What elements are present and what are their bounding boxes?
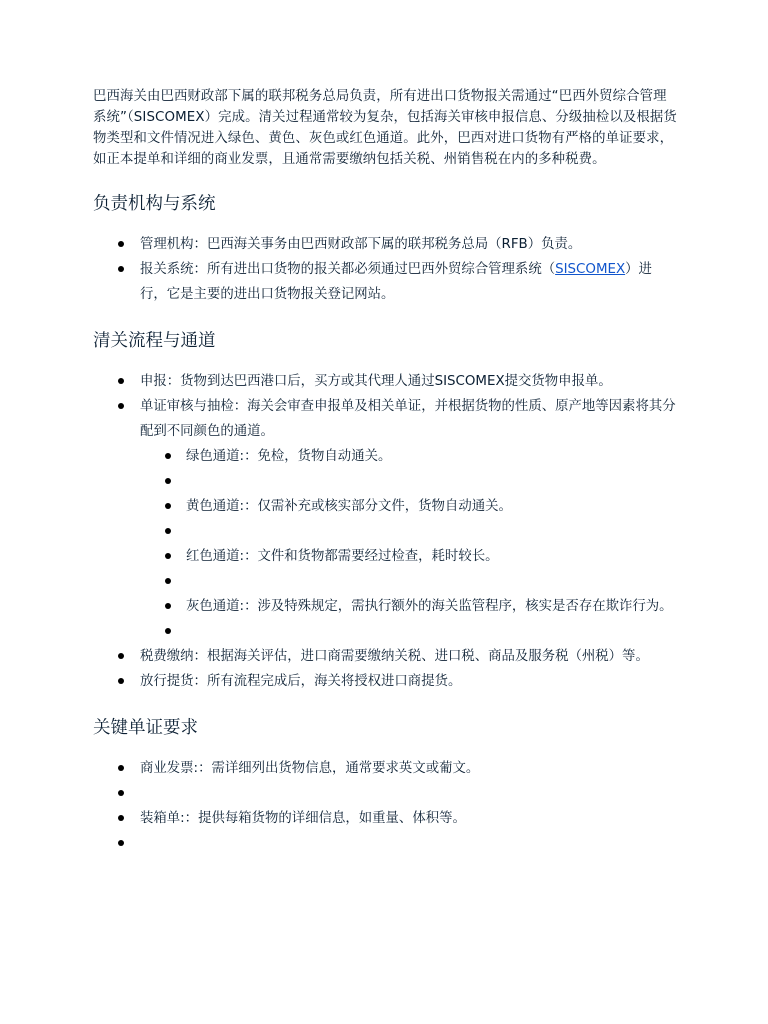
list-item-empty xyxy=(93,831,678,856)
list-item-grey-channel xyxy=(93,594,678,619)
section-agency xyxy=(93,192,678,307)
list-item-text: 税费缴纳：根据海关评估，进口商需要缴纳关税、进口税、商品及服务税（州税）等。 xyxy=(140,649,649,664)
bullet-icon xyxy=(165,578,171,584)
siscomex-link[interactable]: SISCOMEX xyxy=(555,262,626,277)
list-item-text: 放行提货：所有流程完成后，海关将授权进口商提货。 xyxy=(140,674,462,689)
bullet-icon xyxy=(118,266,124,272)
list-item-empty xyxy=(93,569,678,594)
bullet-icon xyxy=(165,628,171,634)
list-item-yellow-channel xyxy=(93,494,678,519)
list-item-text-after-link: ）进行，它是主要的进出口货物报关登记网站。 xyxy=(140,262,652,302)
list-item-text: 绿色通道:：免检，货物自动通关。 xyxy=(186,449,392,464)
list-item-agency xyxy=(93,232,678,257)
agency-list xyxy=(93,232,678,307)
list-item-text-before-link: 报关系统：所有进出口货物的报关都必须通过巴西外贸综合管理系统（ xyxy=(140,262,556,277)
list-item-tax xyxy=(93,644,678,669)
bullet-icon xyxy=(165,478,171,484)
bullet-icon xyxy=(118,653,124,659)
list-item-text: 申报：货物到达巴西港口后，买方或其代理人通过SISCOMEX提交货物申报单。 xyxy=(140,374,612,389)
bullet-icon xyxy=(118,241,124,247)
list-item-text: 单证审核与抽检：海关会审查申报单及相关单证，并根据货物的性质、原产地等因素将其分配到不同颜色的通道。 xyxy=(140,399,676,439)
list-item-invoice xyxy=(93,756,678,781)
bullet-icon xyxy=(118,815,124,821)
list-item-empty xyxy=(93,469,678,494)
list-item-empty xyxy=(93,619,678,644)
bullet-icon xyxy=(165,603,171,609)
list-item-text: 灰色通道:：涉及特殊规定，需执行额外的海关监管程序，核实是否存在欺诈行为。 xyxy=(186,599,673,614)
list-item-empty xyxy=(93,781,678,806)
list-item-packing-list xyxy=(93,806,678,831)
list-item-text: 黄色通道:：仅需补充或核实部分文件，货物自动通关。 xyxy=(186,499,512,514)
list-item-empty xyxy=(93,519,678,544)
bullet-icon xyxy=(165,453,171,459)
bullet-icon xyxy=(118,790,124,796)
list-item-release xyxy=(93,669,678,694)
bullet-icon xyxy=(118,403,124,409)
list-item-text: 管理机构：巴西海关事务由巴西财政部下属的联邦税务总局（RFB）负责。 xyxy=(140,237,582,252)
list-item-declaration xyxy=(93,369,678,394)
list-item-text: 装箱单:：提供每箱货物的详细信息，如重量、体积等。 xyxy=(140,811,466,826)
list-item-system xyxy=(93,257,678,307)
bullet-icon xyxy=(165,528,171,534)
section-process xyxy=(93,329,678,694)
section-heading-documents: 关键单证要求 xyxy=(93,718,198,738)
bullet-icon xyxy=(118,840,124,846)
list-item-review xyxy=(93,394,678,444)
list-item-text: 红色通道:：文件和货物都需要经过检查，耗时较长。 xyxy=(186,549,499,564)
documents-list xyxy=(93,756,678,856)
bullet-icon xyxy=(165,503,171,509)
bullet-icon xyxy=(118,765,124,771)
list-item-red-channel xyxy=(93,544,678,569)
bullet-icon xyxy=(118,378,124,384)
process-list xyxy=(93,369,678,694)
section-heading-process: 清关流程与通道 xyxy=(93,331,216,351)
bullet-icon xyxy=(165,553,171,559)
list-item-text: 商业发票:：需详细列出货物信息，通常要求英文或葡文。 xyxy=(140,761,480,776)
section-documents xyxy=(93,716,678,856)
section-heading-agency: 负责机构与系统 xyxy=(93,194,216,214)
intro-paragraph: 巴西海关由巴西财政部下属的联邦税务总局负责，所有进出口货物报关需通过“巴西外贸综合管理系统”（SISCOMEX）完成。清关过程通常较为复杂，包括海关审核申报信息、分级抽检以及根据货物类型和文件情况进入绿色、黄色、灰色或红色通道。此外，巴西对进口货物有严格的单证要求，如正本提单和详细的商业发票，且通常需要缴纳包括关税、州销售税在内的多种税费。 xyxy=(93,89,677,167)
list-item-green-channel xyxy=(93,444,678,469)
bullet-icon xyxy=(118,678,124,684)
